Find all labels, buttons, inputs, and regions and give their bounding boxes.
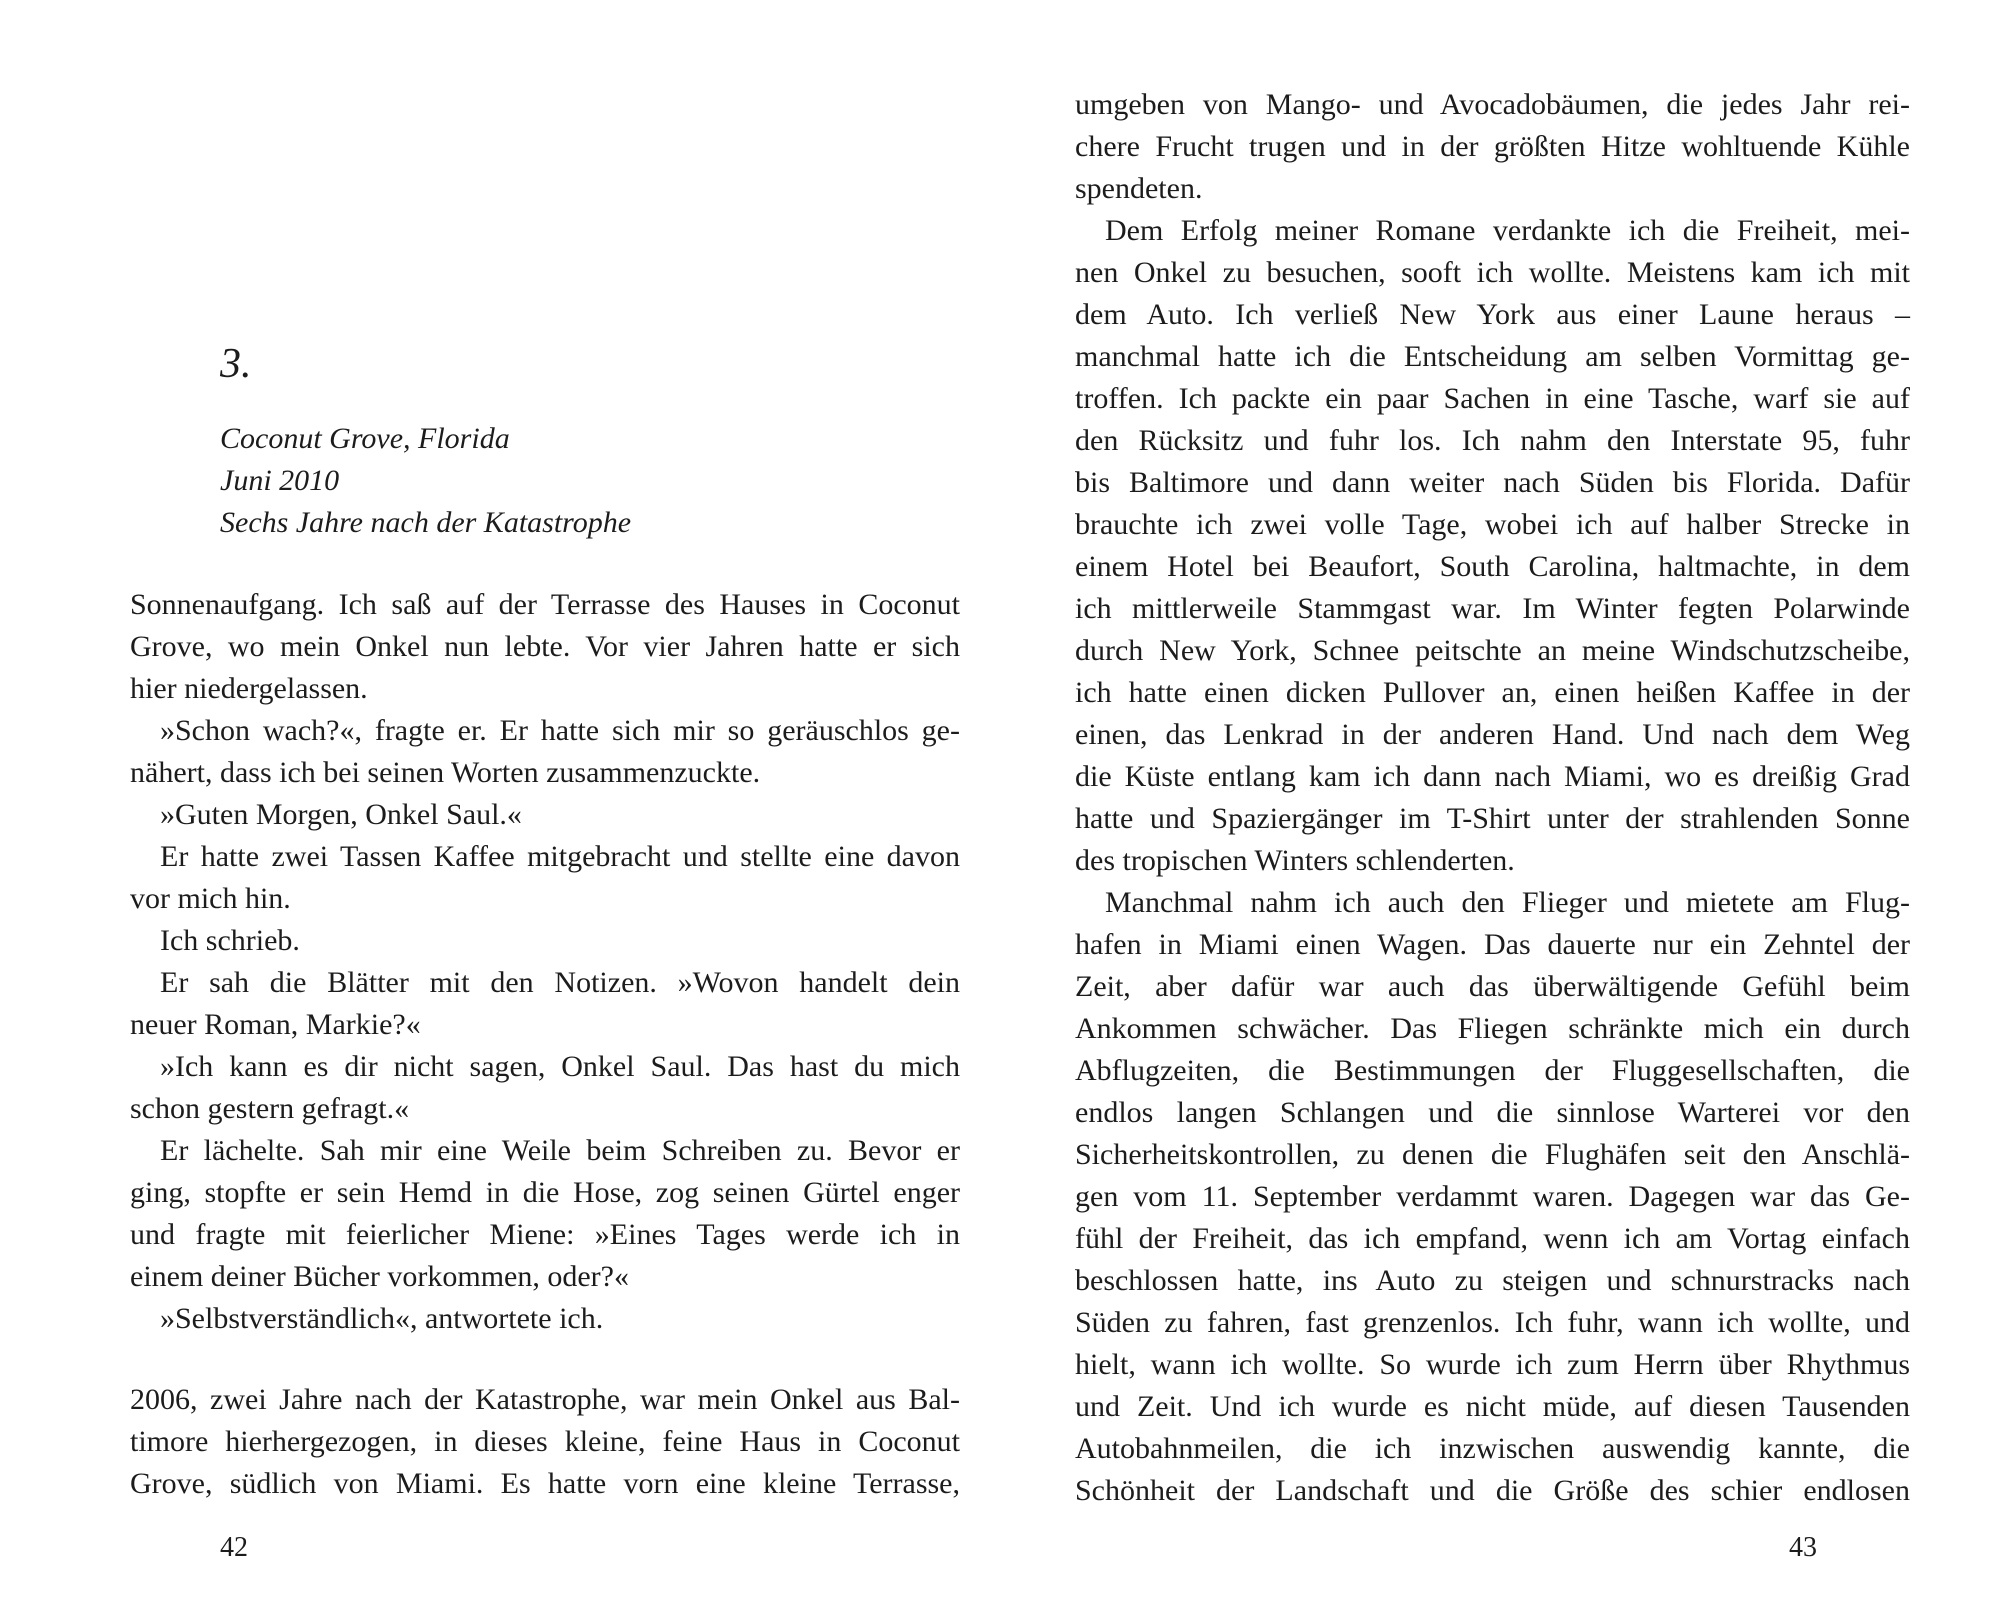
text-line: vor mich hin.: [130, 882, 291, 915]
text-line: einem deiner Bücher vorkommen, oder?«: [130, 1260, 629, 1293]
text-line: durch New York, Schnee peitschte an meine Windschutzscheibe,: [1075, 634, 1910, 667]
text-line: bis Baltimore und dann weiter nach Süden bis Florida. Dafür: [1075, 466, 1910, 499]
text-line: Dem Erfolg meiner Romane verdankte ich die Freiheit, mei-: [1105, 214, 1910, 247]
text-line: hatte und Spaziergänger im T-Shirt unter der strahlenden Sonne: [1075, 802, 1910, 835]
page-number-right: 43: [1789, 1532, 1817, 1563]
text-line: hafen in Miami einen Wagen. Das dauerte nur ein Zehntel der: [1075, 928, 1910, 961]
text-line: Zeit, aber dafür war auch das überwältigende Gefühl beim: [1075, 970, 1910, 1003]
chapter-subtitle: Sechs Jahre nach der Katastrophe: [220, 506, 632, 539]
chapter-meta: [220, 418, 631, 544]
text-line: nähert, dass ich bei seinen Worten zusammenzuckte.: [130, 756, 761, 789]
text-line: troffen. Ich packte ein paar Sachen in eine Tasche, warf sie auf: [1075, 382, 1910, 415]
text-line: beschlossen hatte, ins Auto zu steigen und schnurstracks nach: [1075, 1264, 1910, 1297]
text-line: Er lächelte. Sah mir eine Weile beim Schreiben zu. Bevor er: [160, 1134, 960, 1167]
text-line: umgeben von Mango- und Avocadobäumen, die jedes Jahr rei-: [1075, 88, 1910, 121]
text-line: dem Auto. Ich verließ New York aus einer Laune heraus –: [1075, 298, 1910, 331]
text-line: Abflugzeiten, die Bestimmungen der Fluggesellschaften, die: [1075, 1054, 1910, 1087]
text-line: Er hatte zwei Tassen Kaffee mitgebracht und stellte eine davon: [160, 840, 960, 873]
text-line: gen vom 11. September verdammt waren. Dagegen war das Ge-: [1075, 1180, 1910, 1213]
text-line: des tropischen Winters schlenderten.: [1075, 844, 1515, 877]
text-line: Grove, wo mein Onkel nun lebte. Vor vier Jahren hatte er sich: [130, 630, 960, 663]
text-line: hielt, wann ich wollte. So wurde ich zum Herrn über Rhythmus: [1075, 1348, 1910, 1381]
right-text-block: [1075, 84, 1910, 1512]
text-line: Grove, südlich von Miami. Es hatte vorn eine kleine Terrasse,: [130, 1467, 960, 1500]
text-line: einen, das Lenkrad in der anderen Hand. Und nach dem Weg: [1075, 718, 1910, 751]
text-line: und fragte mit feierlicher Miene: »Eines Tages werde ich in: [130, 1218, 960, 1251]
right-page: [1000, 0, 2000, 1613]
text-line: schon gestern gefragt.«: [130, 1092, 410, 1125]
text-line: Süden zu fahren, fast grenzenlos. Ich fuhr, wann ich wollte, und: [1075, 1306, 1910, 1339]
text-line: 2006, zwei Jahre nach der Katastrophe, war mein Onkel aus Bal-: [130, 1383, 960, 1416]
chapter-number: 3.: [220, 341, 252, 387]
text-line: Er sah die Blätter mit den Notizen. »Wovon handelt dein: [160, 966, 960, 999]
left-text-block-1: [130, 584, 960, 1340]
text-line: Ich schrieb.: [160, 924, 300, 957]
text-line: und Zeit. Und ich wurde es nicht müde, auf diesen Tausenden: [1075, 1390, 1910, 1423]
text-line: ich mittlerweile Stammgast war. Im Winter fegten Polarwinde: [1075, 592, 1910, 625]
text-line: nen Onkel zu besuchen, sooft ich wollte. Meistens kam ich mit: [1075, 256, 1910, 289]
text-line: chere Frucht trugen und in der größten Hitze wohltuende Kühle: [1075, 130, 1910, 163]
text-line: »Guten Morgen, Onkel Saul.«: [160, 798, 522, 831]
text-line: endlos langen Schlangen und die sinnlose Warterei vor den: [1075, 1096, 1910, 1129]
text-line: Schönheit der Landschaft und die Größe des schier endlosen: [1075, 1474, 1910, 1507]
text-line: Manchmal nahm ich auch den Flieger und mietete am Flug-: [1105, 886, 1910, 919]
text-line: »Selbstverständlich«, antwortete ich.: [160, 1302, 604, 1335]
text-line: ich hatte einen dicken Pullover an, einen heißen Kaffee in der: [1075, 676, 1910, 709]
text-line: »Ich kann es dir nicht sagen, Onkel Saul. Das hast du mich: [160, 1050, 960, 1083]
text-line: einem Hotel bei Beaufort, South Carolina, haltmachte, in dem: [1075, 550, 1910, 583]
text-line: »Schon wach?«, fragte er. Er hatte sich mir so geräuschlos ge-: [160, 714, 960, 747]
text-line: neuer Roman, Markie?«: [130, 1008, 421, 1041]
text-line: spendeten.: [1075, 172, 1203, 205]
chapter-place: Coconut Grove, Florida: [220, 422, 510, 455]
text-line: brauchte ich zwei volle Tage, wobei ich auf halber Strecke in: [1075, 508, 1910, 541]
chapter-date: Juni 2010: [220, 464, 340, 497]
left-text-block-2: [130, 1379, 960, 1505]
text-line: hier niedergelassen.: [130, 672, 368, 705]
text-line: ging, stopfte er sein Hemd in die Hose, zog seinen Gürtel enger: [130, 1176, 960, 1209]
text-line: Autobahnmeilen, die ich inzwischen auswendig kannte, die: [1075, 1432, 1910, 1465]
text-line: Ankommen schwächer. Das Fliegen schränkte mich ein durch: [1075, 1012, 1910, 1045]
text-line: timore hierhergezogen, in dieses kleine, feine Haus in Coconut: [130, 1425, 960, 1458]
page-number-left: 42: [220, 1532, 248, 1563]
text-line: manchmal hatte ich die Entscheidung am selben Vormittag ge-: [1075, 340, 1910, 373]
text-line: die Küste entlang kam ich dann nach Miami, wo es dreißig Grad: [1075, 760, 1910, 793]
text-line: den Rücksitz und fuhr los. Ich nahm den Interstate 95, fuhr: [1075, 424, 1910, 457]
text-line: Sicherheitskontrollen, zu denen die Flughäfen seit den Anschlä-: [1075, 1138, 1910, 1171]
text-line: Sonnenaufgang. Ich saß auf der Terrasse des Hauses in Coconut: [130, 588, 960, 621]
text-line: fühl der Freiheit, das ich empfand, wenn ich am Vortag einfach: [1075, 1222, 1910, 1255]
